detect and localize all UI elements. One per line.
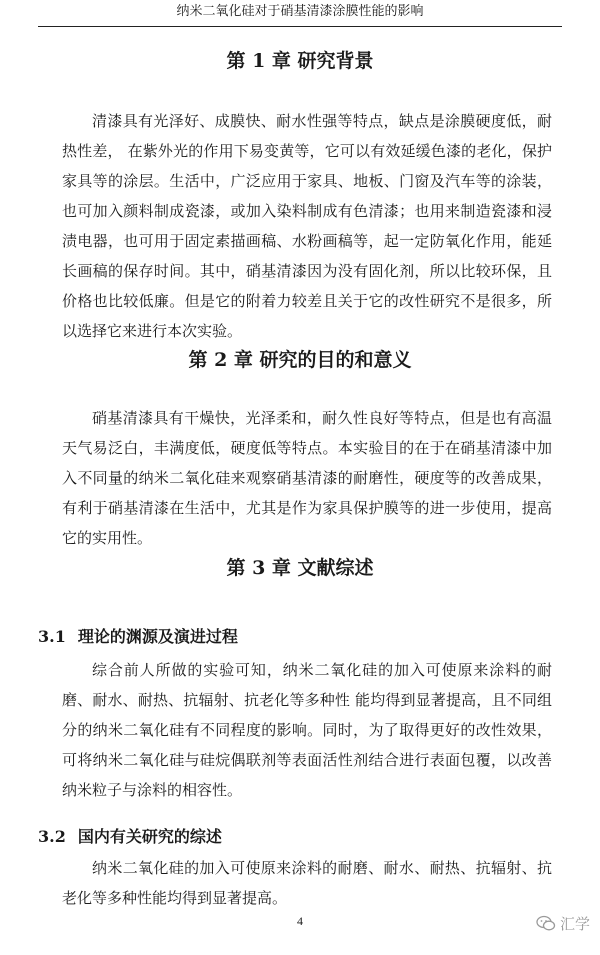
- section-3-2-number: 3.2: [38, 827, 66, 846]
- watermark: [536, 913, 590, 934]
- chapter-2-paragraph: 硝基清漆具有干燥快，光泽柔和，耐久性良好等特点，但是也有高温天气易泛白，丰满度低，硬度低等特点。本实验目的在于在硝基清漆中加入不同量的纳米二氧化硅来观察硝基清漆的耐磨性，硬度等的改善成果，有利于硝基清漆在生活中，尤其是作为家具保护膜等的进一步使用，提高它的实用性。: [62, 409, 552, 547]
- section-3-1-label: 理论的渊源及演进过程: [77, 627, 238, 646]
- section-3-2-title: [38, 824, 222, 847]
- chapter-3-title: 第 3 章 文献综述: [226, 557, 374, 579]
- chapter-1-paragraph: 清漆具有光泽好、成膜快、耐水性强等特点，缺点是涂膜硬度低，耐热性差， 在紫外光的作用下易变黄等，它可以有效延缓色漆的老化，保护家具等的涂层。生活中，广泛应用于家具、地板、门窗及汽车等的涂装，也可加入颜料制成瓷漆，或加入染料制成有色清漆；也用来制造瓷漆和浸渍电器，也可用于固定素描画稿、水粉画稿等，起一定防氧化作用，能延长画稿的保存时间。其中，硝基清漆因为没有固化剂，所以比较环保，且价格也比较低廉。但是它的附着力较差且关于它的改性研究不是很多，所以选择它来进行本次实验。: [62, 112, 552, 340]
- section-3-2-label: 国内有关研究的综述: [77, 827, 222, 846]
- running-header: 纳米二氧化硅对于硝基清漆涂膜性能的影响: [38, 0, 562, 27]
- page-number: 4: [297, 914, 303, 928]
- section-3-1-title: [38, 624, 238, 647]
- chapter-2-title: 第 2 章 研究的目的和意义: [188, 349, 412, 371]
- section-3-1-number: 3.1: [38, 627, 66, 646]
- section-3-2-paragraph: 纳米二氧化硅的加入可使原来涂料的耐磨、耐水、耐热、抗辐射、抗老化等多种性能均得到显著提高。: [62, 859, 552, 907]
- wechat-icon: [536, 915, 556, 932]
- section-3-1-paragraph: 综合前人所做的实验可知，纳米二氧化硅的加入可使原来涂料的耐磨、耐水、耐热、抗辐射、抗老化等多种性 能均得到显著提高，且不同组分的纳米二氧化硅有不同程度的影响。同时，为了取得更好的改性效果，可将纳米二氧化硅与硅烷偶联剂等表面活性剂结合进行表面包覆，以改善纳米粒子与涂料的相容性。: [62, 661, 552, 799]
- watermark-text: 汇学: [559, 915, 590, 933]
- chapter-1-title: 第 1 章 研究背景: [226, 50, 374, 72]
